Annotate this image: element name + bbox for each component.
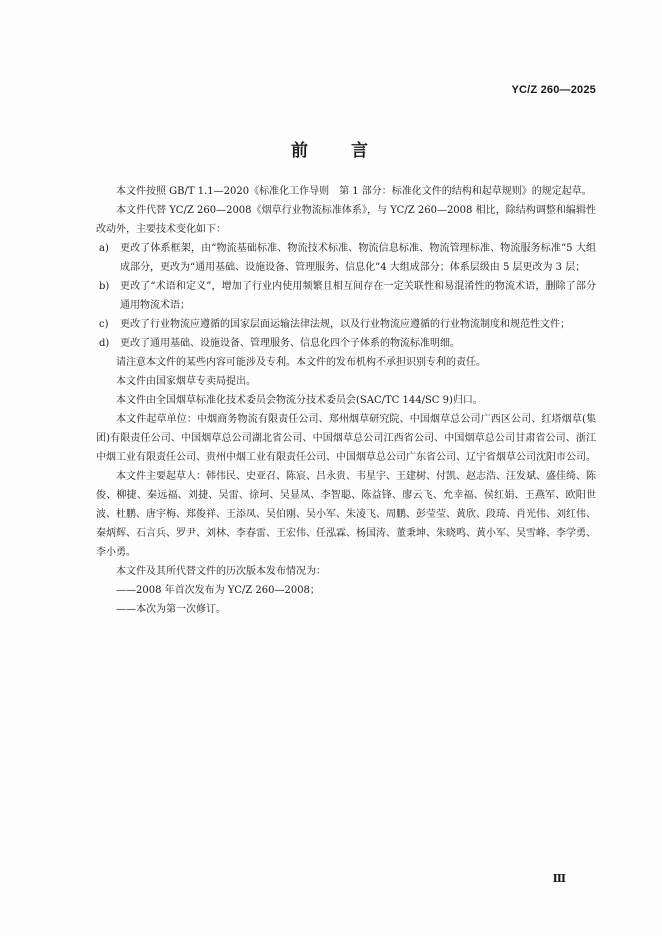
paragraph-replacement: 本文件代替 YC/Z 260—2008《烟草行业物流标准体系》，与 YC/Z 260—2008 相比，除结构调整和编辑性改动外，主要技术变化如下： [96,205,596,235]
standard-number: YC/Z 260—2025 [511,84,596,96]
foreword-body [96,182,596,619]
history-item-2008: ——2008 年首次发布为 YC/Z 260—2008； [116,585,320,596]
section-title [0,136,662,161]
list-text: 更改了通用基础、设施设备、管理服务、信息化四个子体系的物流标准明细。 [120,338,460,349]
list-text: 更改了体系框架，由“物流基础标准、物流技术标准、物流信息标准、物流管理标准、物流服务标准”5 大组成部分，更改为“通用基础、设施设备、管理服务、信息化”4 大组成部分；体系层级由 5 层更改为 3 层； [120,243,596,273]
paragraph-committee: 本文件由全国烟草标准化技术委员会物流分技术委员会(SAC/TC 144/SC 9)归口。 [116,395,483,406]
history-item-current: ——本次为第一次修订。 [116,604,226,615]
paragraph-history: 本文件及其所代替文件的历次版本发布情况为： [116,566,326,577]
list-text: 更改了“术语和定义”，增加了行业内使用频繁且相互间存在一定关联性和易混淆性的物流术语，删除了部分通用物流术语； [120,281,596,311]
list-item [96,277,596,315]
paragraph-proposer: 本文件由国家烟草专卖局提出。 [116,376,256,387]
list-marker: d) [99,338,110,349]
paragraph-drafting-rules: 本文件按照 GB/T 1.1—2020《标准化工作导则 第 1 部分：标准化文件的结构和起草规则》的规定起草。 [116,186,592,197]
list-marker: b) [99,281,110,292]
title-char-1: 前 [291,141,311,161]
paragraph-drafters: 本文件主要起草人：韩伟民、史亚召、陈宸、吕永贵、韦星宇、王建树、付凯、赵志浩、汪发斌、盛佳绮、陈俊、柳捷、秦远福、刘捷、吴雷、徐珂、吴显凤、李智聪、陈益锋、廖云飞、允幸福、侯红娟、王燕军、欧阳世波、杜鹏、唐宇梅、郑俊祥、王添凤、吴伯刚、吴小军、朱凌飞、周鹏、彭莹莹、黄欣、段琦、肖光伟、刘红伟、秦炳辉、石言兵、罗尹、刘林、李春雷、王宏伟、任泓霖、杨国涛、董秉坤、朱晓鸣、黄小军、吴雪峰、李学勇、李小勇。 [96,471,596,558]
list-item [96,239,596,277]
title-char-2: 言 [351,141,371,161]
list-text: 更改了行业物流应遵循的国家层面运输法律法规，以及行业物流应遵循的行业物流制度和规范性文件； [120,319,570,330]
paragraph-patent-notice: 请注意本文件的某些内容可能涉及专利。本文件的发布机构不承担识别专利的责任。 [116,357,486,368]
list-marker: a) [99,243,109,254]
list-item [96,334,596,353]
page-number: Ⅲ [552,872,566,885]
list-item [96,315,596,334]
paragraph-drafting-units: 本文件起草单位：中烟商务物流有限责任公司、郑州烟草研究院、中国烟草总公司广西区公司、红塔烟草(集团)有限责任公司、中国烟草总公司湖北省公司、中国烟草总公司江西省公司、中国烟草总公司甘肃省公司、浙江中烟工业有限责任公司、贵州中烟工业有限责任公司、中国烟草总公司广东省公司、辽宁省烟草公司沈阳市公司。 [96,414,596,463]
list-marker: c) [99,319,109,330]
change-list [96,239,596,353]
